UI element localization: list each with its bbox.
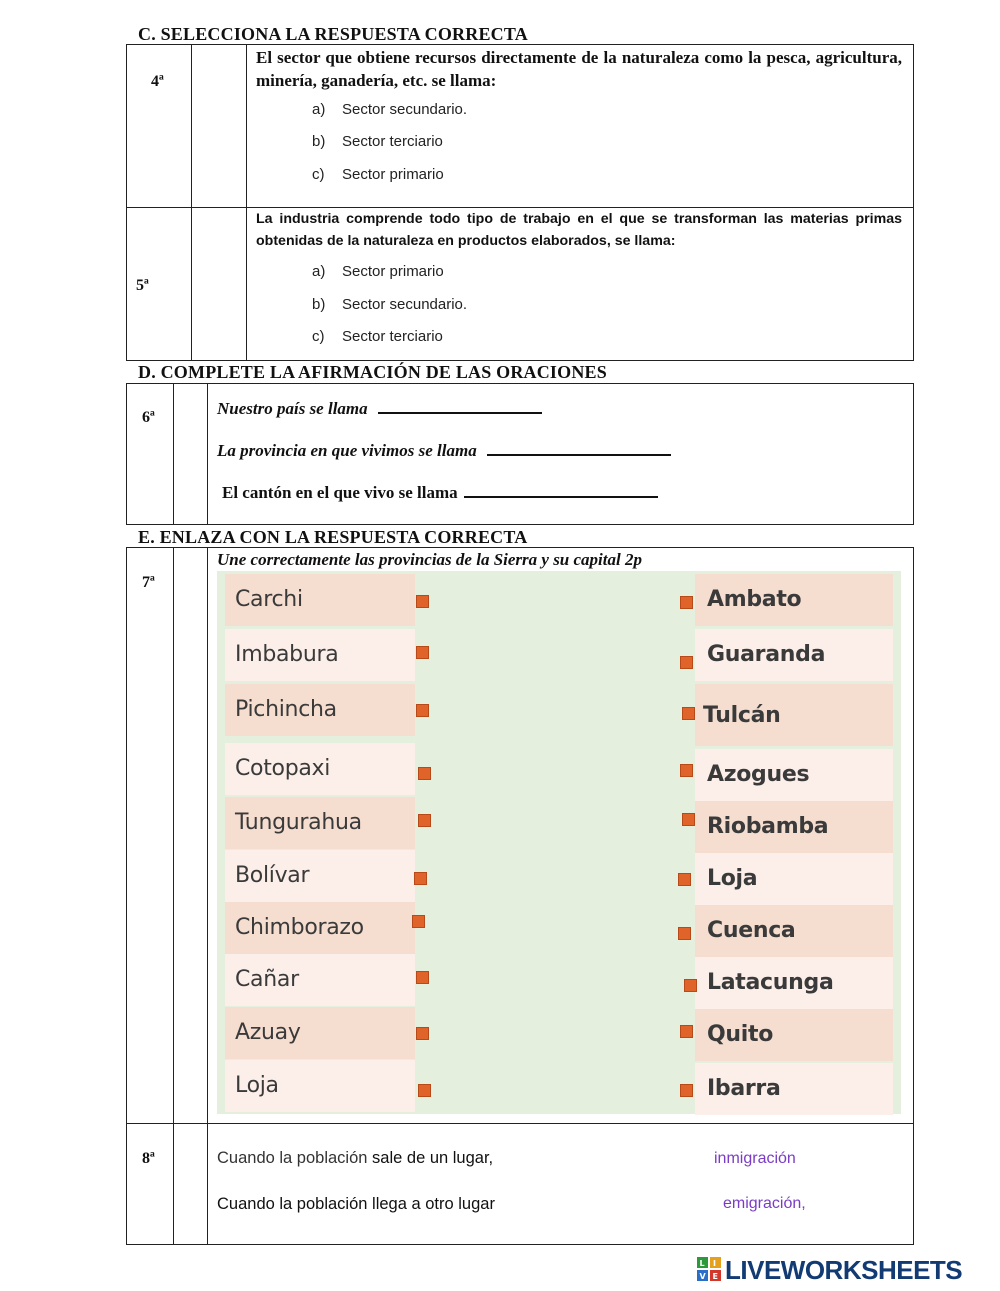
province-label: Tungurahua: [235, 810, 362, 835]
q5-option-a[interactable]: [312, 263, 444, 280]
table-row-divider: [126, 1123, 914, 1124]
capital-row: [695, 905, 893, 957]
fill-line-country: [217, 398, 542, 419]
province-connector-square[interactable]: [412, 915, 425, 928]
option-text: Sector terciario: [342, 133, 443, 150]
q8-row-2: Cuando la población llega a otro lugar: [217, 1195, 495, 1213]
capital-connector-square[interactable]: [680, 1025, 693, 1038]
capital-row: [695, 801, 893, 853]
table-divider: [207, 547, 208, 1245]
province-row: [225, 1007, 415, 1059]
option-text: Sector primario: [342, 166, 444, 183]
capital-label: Ibarra: [707, 1076, 781, 1101]
blank-canton-input[interactable]: [464, 482, 658, 498]
liveworksheets-logo-icon: [697, 1257, 723, 1283]
province-row: [225, 629, 415, 681]
matching-board: [217, 571, 901, 1114]
capital-connector-square[interactable]: [680, 596, 693, 609]
province-connector-square[interactable]: [416, 646, 429, 659]
capital-connector-square[interactable]: [680, 764, 693, 777]
capital-label: Guaranda: [707, 642, 826, 667]
table-divider: [246, 44, 247, 361]
question-5-number: 5ª: [136, 277, 149, 294]
question-5-text: La industria comprende todo tipo de trabajo en el que se transforman las materias primas obtenidas de la naturaleza en productos elaborados, se llama:: [256, 211, 902, 249]
capital-connector-square[interactable]: [682, 813, 695, 826]
q8-row-1-start: Cuando la población: [217, 1149, 368, 1167]
capital-row: [695, 749, 893, 801]
capital-connector-square[interactable]: [678, 873, 691, 886]
province-row: [225, 743, 415, 795]
blank-country-input[interactable]: [378, 398, 542, 414]
province-row: [225, 902, 415, 954]
table-divider: [191, 44, 192, 361]
section-d-title: D. COMPLETE LA AFIRMACIÓN DE LAS ORACIONES: [138, 362, 607, 382]
province-label: Imbabura: [235, 642, 339, 667]
option-letter: b): [312, 133, 326, 150]
logo-letter: L: [699, 1259, 705, 1268]
province-row: [225, 954, 415, 1006]
capital-row: [695, 957, 893, 1009]
province-connector-square[interactable]: [416, 1027, 429, 1040]
q5-option-b[interactable]: [312, 296, 467, 313]
province-label: Pichincha: [235, 697, 337, 722]
capital-connector-square[interactable]: [678, 927, 691, 940]
capital-label: Latacunga: [707, 970, 834, 995]
fill-label: Nuestro país se llama: [217, 399, 368, 418]
option-letter: c): [312, 328, 325, 345]
province-label: Loja: [235, 1073, 279, 1098]
blank-province-input[interactable]: [487, 440, 671, 456]
capital-row: [695, 1009, 893, 1061]
province-label: Cañar: [235, 967, 299, 992]
option-text: Sector secundario.: [342, 296, 468, 313]
province-row: [225, 850, 415, 902]
table-divider: [173, 383, 174, 525]
capital-label: Loja: [707, 866, 758, 891]
province-label: Bolívar: [235, 863, 310, 888]
capital-row: [695, 684, 893, 746]
question-7-number: 7ª: [142, 574, 155, 591]
capital-row: [695, 629, 893, 681]
province-row: [225, 1060, 415, 1112]
liveworksheets-brand-text: LIVEWORKSHEETS: [725, 1255, 963, 1285]
q4-option-c[interactable]: [312, 166, 444, 183]
q4-option-b[interactable]: [312, 133, 443, 150]
option-letter: a): [312, 263, 326, 280]
province-connector-square[interactable]: [416, 595, 429, 608]
capital-row: [695, 574, 893, 626]
logo-letter: E: [712, 1272, 718, 1281]
capital-row: [695, 853, 893, 905]
question-4-number: 4ª: [151, 73, 164, 90]
capital-connector-square[interactable]: [684, 979, 697, 992]
capital-label: Quito: [707, 1022, 774, 1047]
province-label: Chimborazo: [235, 915, 364, 940]
section-e-title: E. ENLAZA CON LA RESPUESTA CORRECTA: [138, 527, 528, 547]
province-connector-square[interactable]: [416, 971, 429, 984]
capital-label: Cuenca: [707, 918, 796, 943]
table-divider: [207, 383, 208, 525]
capital-connector-square[interactable]: [680, 1084, 693, 1097]
province-row: [225, 797, 415, 849]
q8-answer-emigracion[interactable]: emigración,: [723, 1195, 806, 1212]
logo-letter: V: [699, 1272, 706, 1281]
capital-row: [695, 1063, 893, 1115]
capital-label: Riobamba: [707, 814, 829, 839]
fill-label: El cantón en el que vivo se llama: [222, 483, 458, 502]
capital-connector-square[interactable]: [680, 656, 693, 669]
capital-label: Tulcán: [703, 703, 781, 728]
province-connector-square[interactable]: [418, 1084, 431, 1097]
capital-connector-square[interactable]: [682, 707, 695, 720]
province-connector-square[interactable]: [414, 872, 427, 885]
capital-label: Azogues: [707, 762, 810, 787]
province-label: Carchi: [235, 587, 303, 612]
q8-row-1-end: sale de un lugar,: [367, 1149, 494, 1167]
fill-line-province: [217, 440, 671, 461]
question-6-number: 6ª: [142, 409, 155, 426]
option-letter: c): [312, 166, 325, 183]
province-row: [225, 684, 415, 736]
province-row: [225, 574, 415, 626]
option-letter: a): [312, 101, 326, 118]
q5-option-c[interactable]: [312, 328, 443, 345]
fill-label: La provincia en que vivimos se llama: [217, 441, 477, 460]
question-4-text: El sector que obtiene recursos directamente de la naturaleza como la pesca, agricultura, minería, ganadería, etc. se llama:: [256, 48, 902, 90]
q4-option-a[interactable]: [312, 101, 467, 118]
question-7-instruction: Une correctamente las provincias de la Sierra y su capital 2p: [217, 550, 642, 569]
province-connector-square[interactable]: [418, 767, 431, 780]
section-c-title: C. SELECCIONA LA RESPUESTA CORRECTA: [138, 24, 528, 44]
q8-row-1: [217, 1149, 493, 1168]
province-label: Azuay: [235, 1020, 301, 1045]
province-connector-square[interactable]: [416, 704, 429, 717]
option-letter: b): [312, 296, 326, 313]
option-text: Sector terciario: [342, 328, 443, 345]
table-divider: [173, 547, 174, 1245]
province-label: Cotopaxi: [235, 756, 331, 781]
capital-label: Ambato: [707, 587, 802, 612]
question-8-number: 8ª: [142, 1150, 155, 1167]
option-text: Sector secundario.: [342, 101, 468, 118]
q8-answer-inmigracion[interactable]: inmigración: [714, 1150, 796, 1167]
province-connector-square[interactable]: [418, 814, 431, 827]
fill-line-canton: [222, 482, 658, 503]
logo-letter: I: [713, 1259, 716, 1268]
option-text: Sector primario: [342, 263, 444, 280]
